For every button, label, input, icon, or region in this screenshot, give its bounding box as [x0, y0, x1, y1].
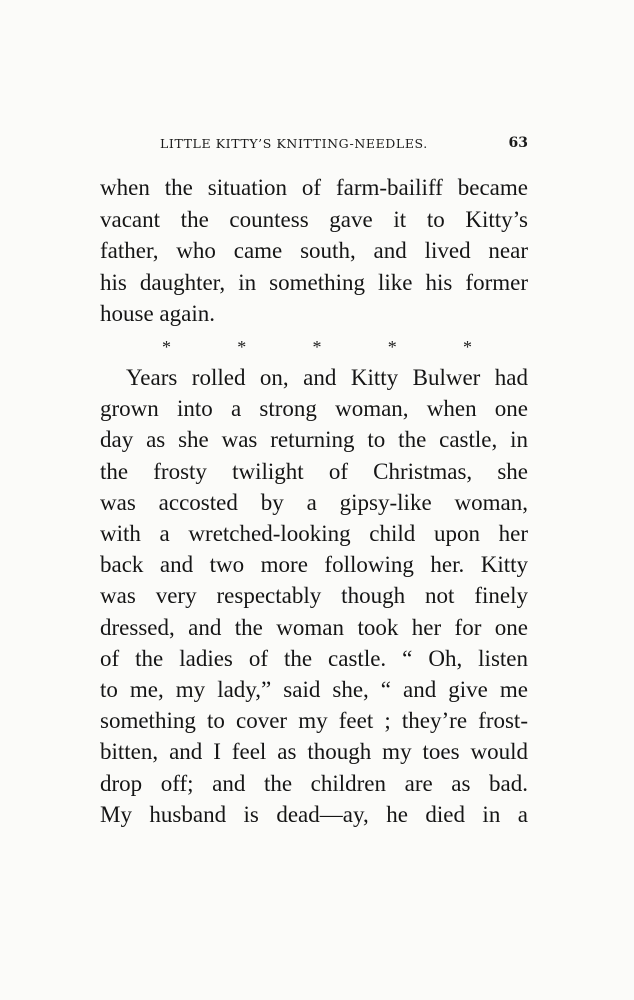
text-line: the frosty twilight of Christmas, she	[100, 458, 528, 484]
asterisk: *	[162, 337, 171, 357]
text-line: back and two more following her. Kitty	[100, 552, 528, 578]
text-line: when the situation of farm-bailiff became	[100, 175, 528, 200]
asterisk: *	[312, 337, 322, 357]
section-break	[162, 337, 472, 358]
text-line: day as she was returning to the castle, in	[100, 427, 528, 453]
text-line: of the ladies of the castle. “ Oh, listen	[100, 645, 528, 671]
text-line: grown into a strong woman, when one	[100, 396, 528, 422]
asterisk: *	[387, 337, 397, 357]
text-line: vacant the countess gave it to Kitty’s	[100, 206, 528, 232]
text-line: something to cover my feet ; they’re frost-	[100, 708, 528, 734]
running-title: LITTLE KITTY’S KNITTING-NEEDLES.	[160, 136, 428, 151]
page-header	[160, 136, 540, 158]
text-line: house again.	[100, 301, 215, 326]
text-line: was very respectably though not finely	[100, 583, 528, 609]
text-line: was accosted by a gipsy-like woman,	[100, 489, 528, 515]
text-line: My husband is dead—ay, he died in a	[100, 801, 528, 827]
text-line: bitten, and I feel as though my toes would	[100, 739, 528, 765]
text-line: father, who came south, and lived near	[100, 238, 528, 263]
text-line: drop off; and the children are as bad.	[100, 770, 528, 796]
text-line: Years rolled on, and Kitty Bulwer had	[126, 365, 528, 390]
text-line: his daughter, in something like his former	[100, 269, 528, 295]
text-line: with a wretched-looking child upon her	[100, 521, 528, 546]
text-line: dressed, and the woman took her for one	[100, 614, 528, 640]
text-line: to me, my lady,” said she, “ and give me	[100, 677, 528, 702]
page-number: 63	[508, 135, 528, 151]
asterisk: *	[237, 337, 247, 357]
asterisk: *	[463, 337, 472, 357]
